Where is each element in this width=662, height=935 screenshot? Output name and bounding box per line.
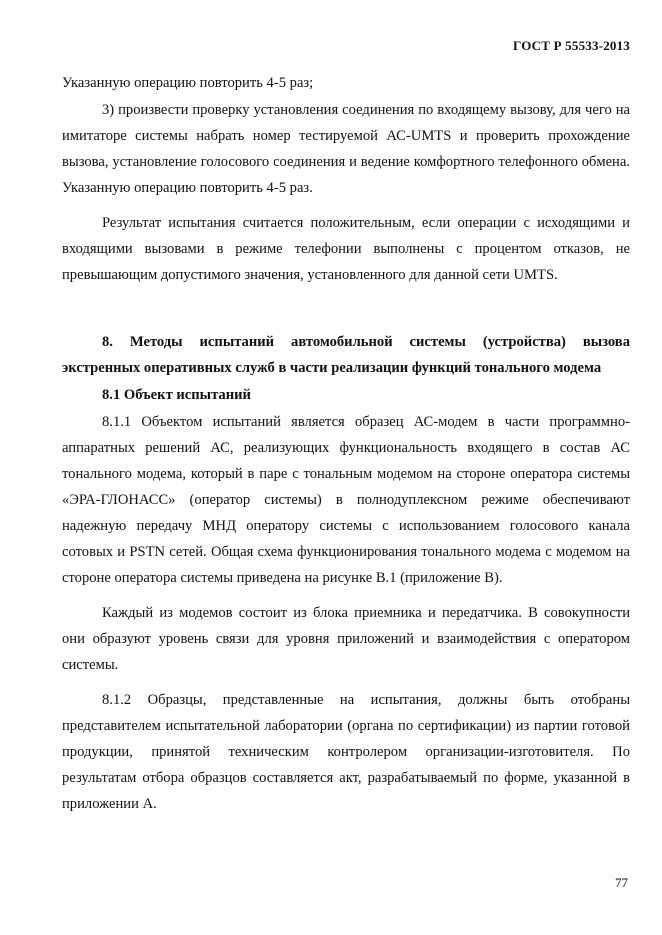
paragraph-modem-blocks: Каждый из модемов состоит из блока приемника и передатчика. В совокупности они образуют уровень связи для уровня приложений и взаимодействия с оператором системы. [62, 605, 630, 673]
paragraph-repeat-operation: Указанную операцию повторить 4-5 раз; [62, 75, 314, 91]
page-body [62, 70, 630, 817]
section-heading-8: 8. Методы испытаний автомобильной системы (устройства) вызова экстренных оперативных служб в части реализации функций тонального модема [62, 334, 630, 376]
document-standard-header: ГОСТ Р 55533-2013 [513, 38, 630, 53]
paragraph-8-1-1: 8.1.1 Объектом испытаний является образец АС-модем в части программно-аппаратных решений АС, реализующих функциональность входящего в состав АС тонального модема, который в паре с тональным модемом на стороне оператора системы «ЭРА-ГЛОНАСС» (оператор системы) в полнодуплексном режиме обеспечивают надежную передачу МНД оператору системы с использованием голосового канала сотовых и PSTN сетей. Общая схема функционирования тонального модема с модемом на стороне оператора системы приведена на рисунке В.1 (приложение В). [62, 414, 630, 586]
paragraph-incoming-call-check: 3) произвести проверку установления соединения по входящему вызову, для чего на имитаторе системы набрать номер тестируемой АС-UMTS и проверить прохождение вызова, установление голосового соединения и ведение комфортного телефонного обмена. Указанную операцию повторить 4-5 раз. [62, 102, 630, 196]
paragraph-8-1-2: 8.1.2 Образцы, представленные на испытания, должны быть отобраны представителем испытательной лаборатории (органа по сертификации) из партии готовой продукции, принятой техническим контролером организации-изготовителя. По результатам отбора образцов составляется акт, разрабатываемый по форме, указанной в приложении А. [62, 692, 630, 812]
subheading-8-1: 8.1 Объект испытаний [102, 387, 251, 403]
page-number: 77 [615, 875, 628, 890]
paragraph-test-result: Результат испытания считается положительным, если операции с исходящими и входящими вызовами в режиме телефонии выполнены с процентом отказов, не превышающим допустимого значения, установленного для данной сети UMTS. [62, 215, 630, 283]
